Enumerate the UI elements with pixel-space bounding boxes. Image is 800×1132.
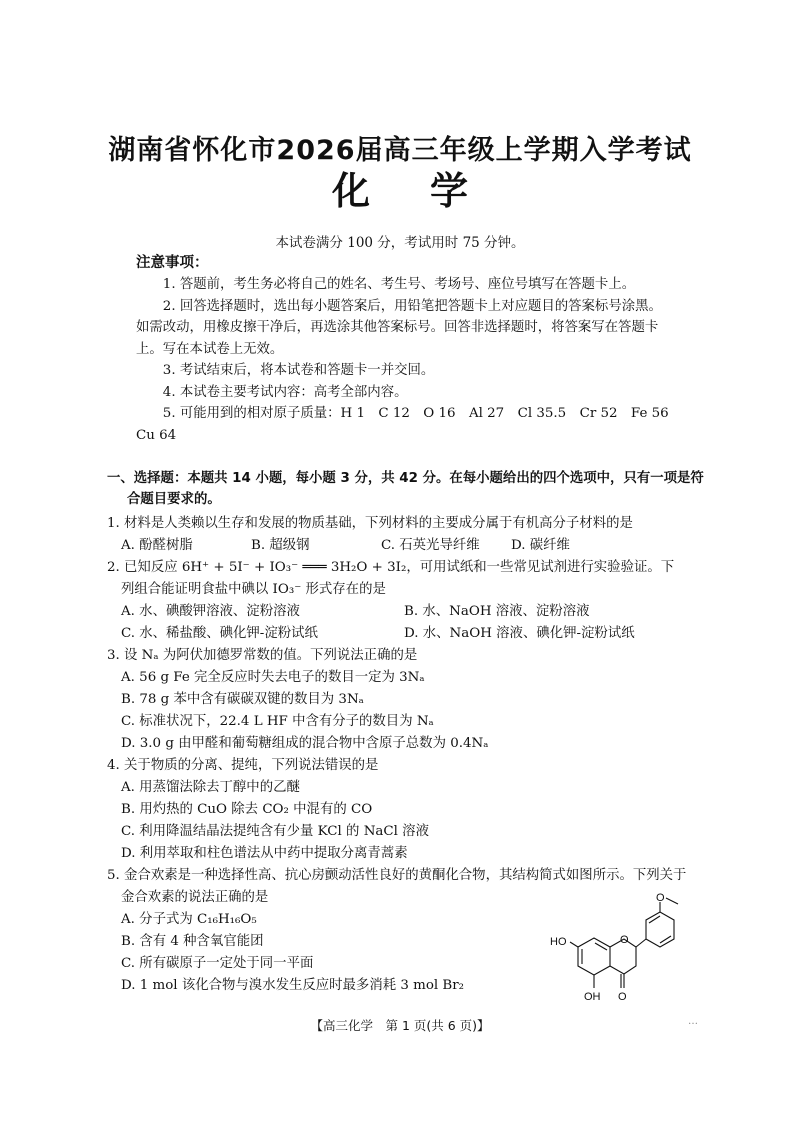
option-b: B. 超级钢 (251, 538, 310, 553)
option-c: C. 石英光导纤维 (381, 538, 480, 553)
option-a: A. 用蒸馏法除去丁醇中的乙醚 (121, 780, 300, 795)
option-d: D. 水、NaOH 溶液、碘化钾-淀粉试纸 (404, 626, 635, 641)
options-row (107, 535, 687, 557)
structure-label-methoxy-oxygen: O (656, 892, 665, 904)
option-a: A. 酚醛树脂 (121, 538, 193, 553)
note-item: 1. 答题前，考生务必将自己的姓名、考生号、考场号、座位号填写在答题卡上。 (162, 277, 636, 292)
note-item: 4. 本试卷主要考试内容：高考全部内容。 (162, 384, 408, 400)
options-row (107, 601, 687, 623)
notes-heading: 注意事项： (136, 255, 209, 271)
note-item: 2. 回答选择题时，选出每小题答案后，用铅笔把答题卡上对应题目的答案标号涂黑。如需改动，用橡皮擦干净后，再选涂其他答案标号。回答非选择题时，将答案写在答题卡上。写在本试卷上无效。 (136, 298, 662, 357)
note-item: 3. 考试结束后，将本试卷和答题卡一并交回。 (162, 363, 435, 378)
structure-label-oh-top: HO (550, 936, 567, 948)
structure-label-carbonyl-oxygen: O (618, 991, 627, 1003)
option-c: C. 所有碳原子一定处于同一平面 (121, 956, 314, 971)
option-c: C. 标准状况下，22.4 L HF 中含有分子的数目为 Nₐ (121, 714, 434, 729)
question-3 (107, 645, 687, 755)
section-heading: 一、选择题：本题共 14 小题，每小题 3 分，共 42 分。在每小题给出的四个选项中，只有一项是符合题目要求的。 (107, 471, 704, 507)
structure-label-oh-bottom: OH (584, 991, 601, 1003)
option-d: D. 1 mol 该化合物与溴水发生反应时最多消耗 3 mol Br₂ (121, 978, 465, 993)
subject-title: 化学 (331, 169, 528, 213)
option-d: D. 3.0 g 由甲醛和葡萄糖组成的混合物中含原子总数为 0.4Nₐ (121, 736, 489, 751)
question-stem: 1. 材料是人类赖以生存和发展的物质基础，下列材料的主要成分属于有机高分子材料的是 (107, 516, 633, 531)
question-1 (107, 513, 687, 557)
exam-title: 湖南省怀化市2026届高三年级上学期入学考试 (108, 135, 692, 166)
notes-list (136, 274, 683, 446)
option-a: A. 56 g Fe 完全反应时失去电子的数目一定为 3Nₐ (121, 670, 425, 685)
option-c: C. 水、稀盐酸、碘化钾-淀粉试纸 (121, 626, 318, 641)
options-row (107, 623, 687, 645)
footer-mark: … (688, 1016, 698, 1027)
question-stem: 4. 关于物质的分离、提纯，下列说法错误的是 (107, 758, 379, 773)
option-c: C. 利用降温结晶法提纯含有少量 KCl 的 NaCl 溶液 (121, 824, 429, 839)
question-4 (107, 755, 687, 865)
page-footer: 【高三化学 第 1 页(共 6 页)】 (310, 1018, 490, 1033)
question-stem: 5. 金合欢素是一种选择性高、抗心房颤动活性良好的黄酮化合物，其结构简式如图所示。下列关于金合欢素的说法正确的是 (107, 868, 687, 905)
question-stem: 3. 设 Nₐ 为阿伏加德罗常数的值。下列说法正确的是 (107, 648, 418, 663)
note-item: 5. 可能用到的相对原子质量：H 1 C 12 O 16 Al 27 Cl 35.5 Cr 52 Fe 56 Cu 64 (136, 406, 683, 443)
question-2 (107, 557, 687, 645)
option-b: B. 78 g 苯中含有碳碳双键的数目为 3Nₐ (121, 692, 364, 707)
exam-meta: 本试卷满分 100 分，考试用时 75 分钟。 (275, 235, 525, 251)
option-d: D. 利用萃取和柱色谱法从中药中提取分离青蒿素 (121, 846, 408, 861)
option-a: A. 水、碘酸钾溶液、淀粉溶液 (121, 604, 300, 619)
option-a: A. 分子式为 C₁₆H₁₆O₅ (121, 912, 257, 927)
option-b: B. 水、NaOH 溶液、淀粉溶液 (404, 604, 590, 619)
option-d: D. 碳纤维 (511, 538, 570, 553)
acacetin-structure-diagram (548, 888, 688, 1006)
question-stem: 2. 已知反应 6H⁺ + 5I⁻ + IO₃⁻ ═══ 3H₂O + 3I₂，可用试纸和一些常见试剂进行实验验证。下列组合能证明食盐中碘以 IO₃⁻ 形式存在的是 (107, 560, 675, 597)
structure-label-ring-oxygen: O (620, 934, 629, 946)
option-b: B. 含有 4 种含氧官能团 (121, 934, 264, 949)
option-b: B. 用灼热的 CuO 除去 CO₂ 中混有的 CO (121, 802, 373, 817)
